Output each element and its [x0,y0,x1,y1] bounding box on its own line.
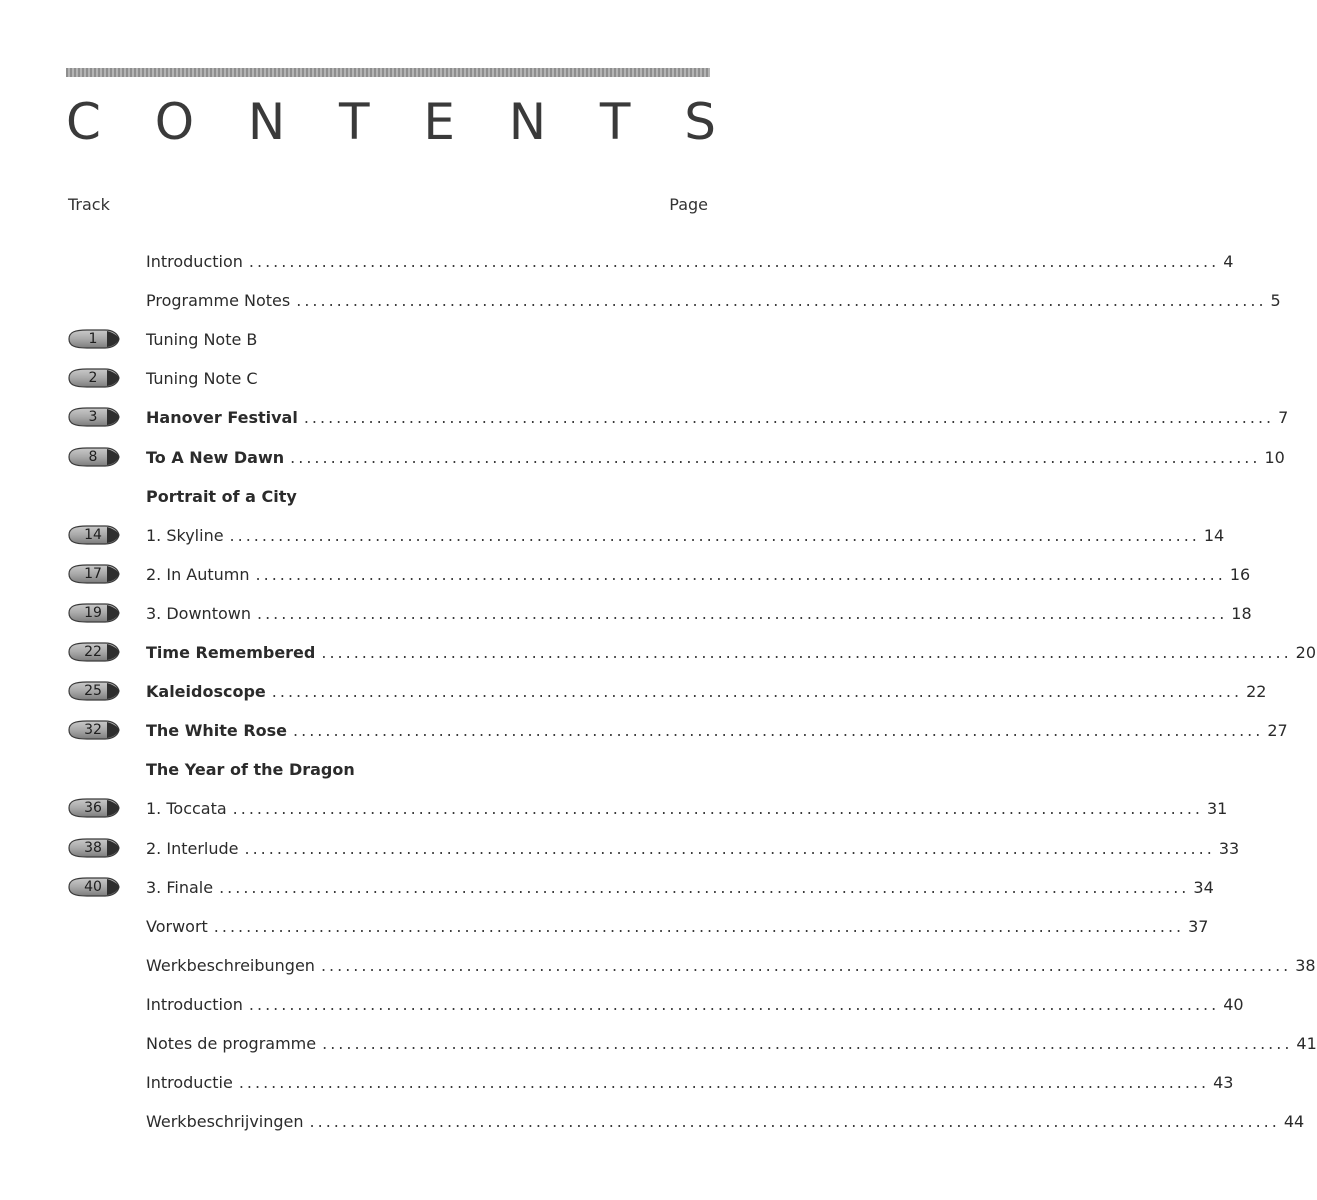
track-badge [67,446,119,468]
header-rule [66,68,710,77]
toc-entry-line [146,366,709,392]
entry-page-number: 37 [1188,917,1209,936]
entry-title: Werkbeschrijvingen [146,1112,304,1131]
toc-entry-line [146,484,709,510]
toc-entry [0,914,1209,940]
entry-title: Programme Notes [146,291,291,310]
entry-title: Kaleidoscope [146,682,266,701]
toc-entry-line [146,679,1267,705]
title-letter: C [66,93,101,151]
entry-page-number: 33 [1218,839,1240,858]
entry-page-number: 16 [1229,565,1251,584]
title-letter: S [684,93,716,151]
dot-leader: ........................................................................................................................ [219,878,1190,897]
toc-entry [0,445,1285,471]
entry-page-number: 7 [1278,408,1289,427]
track-number: 25 [84,683,102,699]
toc-entry-line [146,875,1214,901]
toc-entry-line [146,1109,1305,1135]
toc-entry-line [146,405,1289,431]
toc-entry-line [146,1070,1234,1096]
track-number: 1 [88,331,98,347]
dot-leader: ........................................................................................................................ [321,643,1292,662]
toc-entry-line [146,914,1209,940]
track-number: 38 [84,840,102,856]
entry-title: Introductie [146,1073,233,1092]
dot-leader: ........................................................................................................................ [238,1073,1210,1092]
track-badge [67,406,119,428]
entry-page-number: 20 [1295,643,1317,662]
toc-entry [0,562,1251,588]
dot-leader: ........................................................................................................................ [248,995,1220,1014]
track-badge [67,602,119,624]
entry-page-number: 41 [1296,1034,1317,1053]
track-number: 36 [84,800,102,816]
track-badge [67,876,119,898]
toc-entry [0,1109,1305,1135]
entry-title: The White Rose [146,721,288,740]
dot-leader: ........................................................................................................................ [320,956,1292,975]
dot-leader: ........................................................................................................................ [244,839,1215,858]
track-number: 14 [84,527,102,543]
toc-entry [0,601,1252,627]
track-number: 22 [84,644,102,660]
track-number: 3 [88,409,98,425]
entry-title: Hanover Festival [146,408,298,427]
toc-entry [0,796,1228,822]
toc-entry [0,366,833,392]
toc-entry [0,953,1316,979]
entry-title: Werkbeschreibungen [146,956,315,975]
dot-leader: ........................................................................................................................ [293,721,1264,740]
dot-leader: ........................................................................................................................ [271,682,1243,701]
toc-entry [0,875,1214,901]
entry-page-number: 14 [1203,526,1225,545]
entry-page-number: 22 [1246,682,1267,701]
entry-title: 3. Downtown [146,604,251,623]
track-number: 19 [84,605,102,621]
entry-title: The Year of the Dragon [146,760,355,779]
toc-entry-line [146,953,1316,979]
entry-title: Portrait of a City [146,487,297,506]
entry-page-number: 43 [1213,1073,1234,1092]
toc-entry-line [146,640,1317,666]
track-number: 17 [84,566,102,582]
track-badge [67,680,119,702]
entry-page-number: 31 [1206,799,1228,818]
dot-leader: ........................................................................................................................ [255,565,1226,584]
toc-entry [0,757,833,783]
toc-entry [0,288,1281,314]
entry-title: Introduction [146,252,243,271]
toc-entry [0,249,1234,275]
title-letter: T [599,93,631,151]
toc-entry-line [146,327,709,353]
entry-title: Tuning Note B [146,330,258,349]
title-letter: O [154,93,195,151]
track-badge [67,367,119,389]
toc-entry [0,523,1225,549]
toc-entry [0,1031,1317,1057]
entry-title: Vorwort [146,917,208,936]
dot-leader: ........................................................................................................................ [232,799,1203,818]
toc-entry [0,405,1289,431]
entry-title: Notes de programme [146,1034,317,1053]
dot-leader: ........................................................................................................................ [256,604,1228,623]
toc-entry-line [146,601,1252,627]
entry-page-number: 4 [1223,252,1234,271]
entry-title: Tuning Note C [146,369,258,388]
entry-page-number: 44 [1283,1112,1305,1131]
title-letter: T [339,93,370,151]
track-badge [67,641,119,663]
toc-entry-line [146,796,1228,822]
toc-entry-line [146,992,1244,1018]
toc-entry-line [146,718,1288,744]
toc-entry-line [146,836,1240,862]
entry-title: 2. Interlude [146,839,239,858]
toc-entry-line [146,562,1251,588]
title-letter: E [423,93,455,151]
toc-entry [0,992,1244,1018]
toc-entry [0,640,1317,666]
entry-title: 1. Toccata [146,799,227,818]
entry-page-number: 40 [1223,995,1244,1014]
entry-title: 1. Skyline [146,526,224,545]
entry-title: To A New Dawn [146,448,285,467]
track-badge [67,719,119,741]
toc-entry [0,836,1240,862]
track-number: 32 [84,722,102,738]
entry-page-number: 27 [1267,721,1288,740]
dot-leader: ........................................................................................................................ [322,1034,1293,1053]
entry-page-number: 34 [1193,878,1214,897]
toc-entry [0,484,833,510]
title-letter: N [508,93,547,151]
track-badge [67,837,119,859]
toc-entry-line [146,445,1285,471]
entry-title: Introduction [146,995,243,1014]
toc-entry-line [146,249,1234,275]
dot-leader: ........................................................................................................................ [303,408,1275,427]
dot-leader: ........................................................................................................................ [296,291,1267,310]
contents-title [66,92,716,152]
toc-entry-line [146,523,1225,549]
track-badge [67,797,119,819]
entry-title: 2. In Autumn [146,565,250,584]
entry-page-number: 10 [1264,448,1285,467]
dot-leader: ........................................................................................................................ [309,1112,1280,1131]
track-badge [67,563,119,585]
page-column-header: Page [669,195,708,214]
toc-entry-line [146,757,709,783]
track-badge [67,328,119,350]
track-column-header: Track [68,195,110,214]
dot-leader: ........................................................................................................................ [290,448,1261,467]
track-number: 2 [88,370,98,386]
dot-leader: ........................................................................................................................ [229,526,1200,545]
dot-leader: ........................................................................................................................ [248,252,1220,271]
track-number: 40 [84,879,102,895]
entry-title: Time Remembered [146,643,316,662]
toc-entry [0,327,833,353]
entry-page-number: 18 [1231,604,1252,623]
toc-entry-line [146,1031,1317,1057]
track-number: 8 [88,449,98,465]
entry-title: 3. Finale [146,878,214,897]
toc-entry [0,1070,1234,1096]
toc-entry [0,679,1267,705]
entry-page-number: 5 [1270,291,1281,310]
toc-entry [0,718,1288,744]
title-letter: N [247,93,286,151]
entry-page-number: 38 [1295,956,1316,975]
dot-leader: ........................................................................................................................ [213,917,1185,936]
toc-entry-line [146,288,1281,314]
track-badge [67,524,119,546]
